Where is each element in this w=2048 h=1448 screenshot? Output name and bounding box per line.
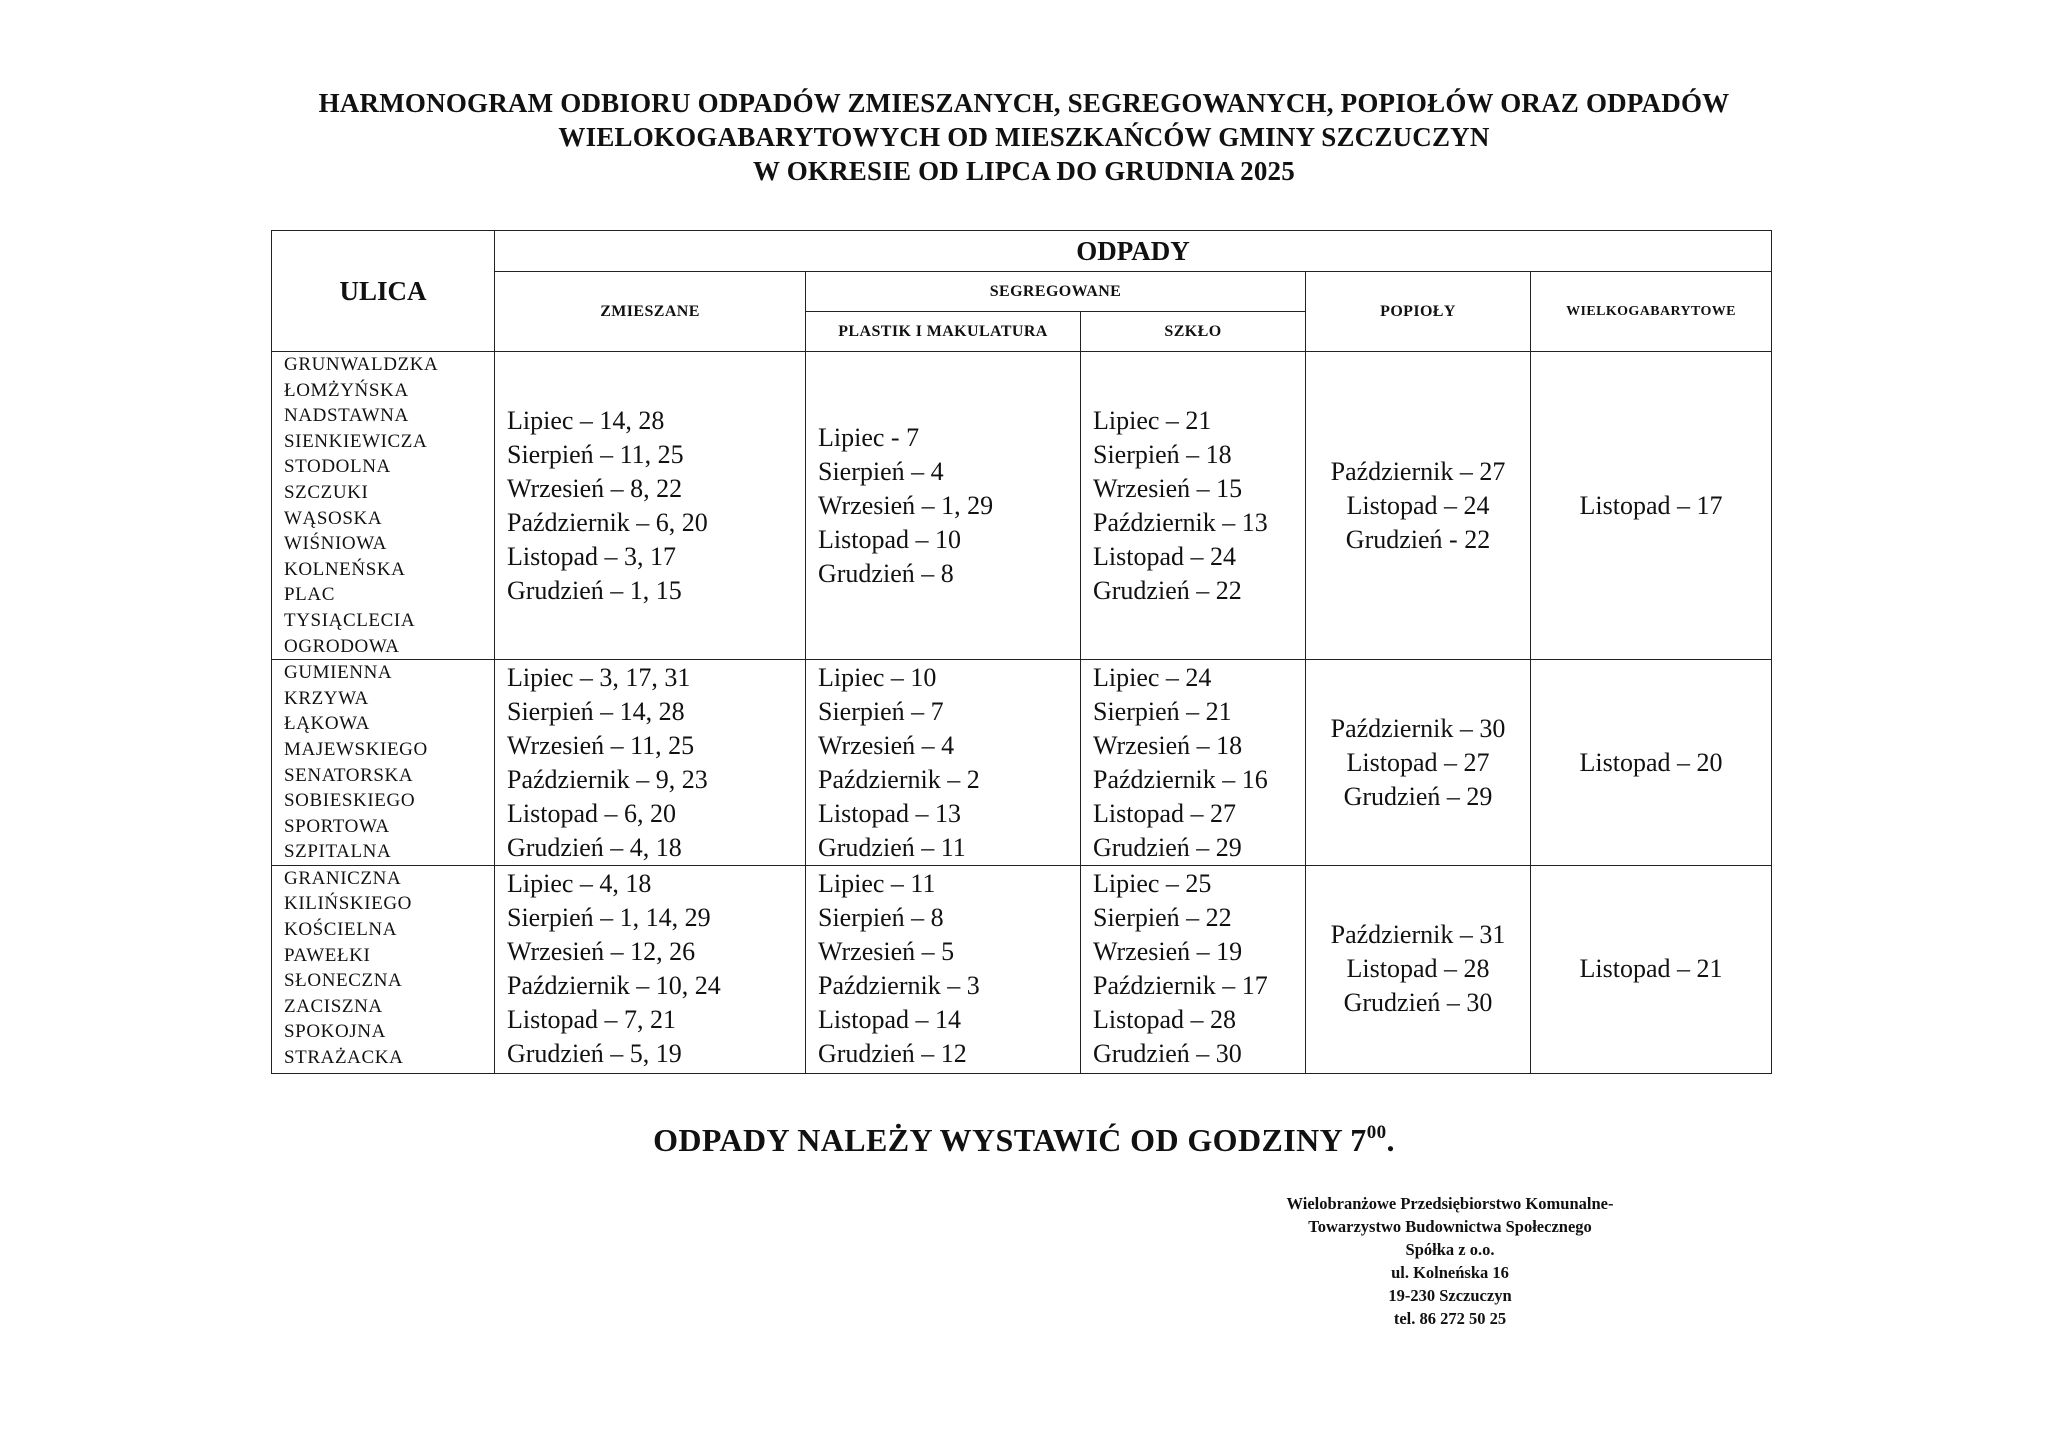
company-line-2: Towarzystwo Budownictwa Społecznego (1308, 1217, 1592, 1236)
zmieszane-date: Wrzesień – 12, 26 (507, 937, 696, 967)
street-name: MAJEWSKIEGO (284, 738, 428, 760)
zmieszane-date: Sierpień – 14, 28 (507, 696, 685, 726)
street-name: ŁOMŻYŃSKA (284, 379, 409, 401)
street-name: SENATORSKA (284, 764, 414, 786)
zmieszane-cell (495, 865, 806, 1073)
plastik-date: Listopad – 14 (818, 1005, 961, 1035)
plastik-date: Sierpień – 4 (818, 456, 944, 486)
street-name: WĄSOSKA (284, 507, 383, 529)
street-name: GUMIENNA (284, 662, 393, 684)
street-name: SPORTOWA (284, 815, 390, 837)
wielkogabarytowe-date: Listopad – 21 (1579, 954, 1723, 984)
street-name: NADSTAWNA (284, 405, 409, 427)
company-line-5: 19-230 Szczuczyn (1388, 1286, 1512, 1305)
zmieszane-cell (495, 660, 806, 866)
zmieszane-date: Październik – 10, 24 (507, 971, 721, 1001)
szklo-date: Sierpień – 22 (1093, 903, 1232, 933)
company-line-3: Spółka z o.o. (1405, 1240, 1495, 1259)
street-name: KILIŃSKIEGO (284, 893, 412, 915)
szklo-cell (1081, 865, 1306, 1073)
street-name: PAWEŁKI (284, 944, 371, 966)
szklo-date: Grudzień – 29 (1093, 832, 1242, 862)
plastik-cell (806, 352, 1081, 660)
plastik-date: Październik – 2 (818, 764, 980, 794)
plastik-date: Lipiec – 11 (818, 869, 936, 899)
popioly-date: Listopad – 28 (1346, 954, 1490, 984)
company-info (1220, 1192, 1680, 1330)
szklo-date: Październik – 13 (1093, 507, 1268, 537)
szklo-date: Lipiec – 21 (1093, 405, 1212, 435)
szklo-date: Grudzień – 22 (1093, 575, 1242, 605)
plastik-cell (806, 865, 1081, 1073)
plastik-date: Wrzesień – 4 (818, 730, 955, 760)
plastik-date: Grudzień – 8 (818, 558, 954, 588)
szklo-date: Lipiec – 25 (1093, 869, 1212, 899)
header-odpady: ODPADY (495, 231, 1772, 272)
plastik-date: Wrzesień – 1, 29 (818, 490, 994, 520)
header-szklo: SZKŁO (1081, 312, 1306, 352)
szklo-cell (1081, 660, 1306, 866)
zmieszane-date: Grudzień – 4, 18 (507, 832, 682, 862)
szklo-date: Wrzesień – 19 (1093, 937, 1243, 967)
street-name: KOLNEŃSKA (284, 558, 406, 580)
header-zmieszane: ZMIESZANE (495, 272, 806, 352)
popioly-cell (1306, 660, 1531, 866)
street-name: PLAC (284, 584, 335, 606)
szklo-date: Listopad – 24 (1093, 541, 1236, 571)
zmieszane-date: Lipiec – 14, 28 (507, 405, 665, 435)
popioly-date: Listopad – 27 (1346, 747, 1490, 777)
street-name: SZCZUKI (284, 481, 369, 503)
table-row (272, 660, 1772, 866)
title-line-1: HARMONOGRAM ODBIORU ODPADÓW ZMIESZANYCH, SEGREGOWANYCH, POPIOŁÓW ORAZ ODPADÓW (318, 88, 1730, 118)
schedule-table (271, 230, 1772, 1074)
zmieszane-date: Listopad – 7, 21 (507, 1005, 676, 1035)
plastik-date: Grudzień – 11 (818, 832, 966, 862)
streets-cell (272, 660, 495, 866)
header-plastik: PLASTIK I MAKULATURA (806, 312, 1081, 352)
szklo-date: Listopad – 27 (1093, 798, 1236, 828)
header-wielkogabarytowe: WIELKOGABARYTOWE (1531, 272, 1772, 352)
header-ulica: ULICA (272, 231, 495, 352)
szklo-date: Sierpień – 18 (1093, 439, 1232, 469)
street-name: ŁĄKOWA (284, 713, 370, 735)
plastik-date: Sierpień – 8 (818, 903, 944, 933)
header-popioly: POPIOŁY (1306, 272, 1531, 352)
zmieszane-date: Wrzesień – 8, 22 (507, 473, 683, 503)
popioly-date: Październik – 27 (1330, 456, 1506, 486)
szklo-date: Listopad – 28 (1093, 1005, 1236, 1035)
zmieszane-date: Lipiec – 4, 18 (507, 869, 652, 899)
company-line-1: Wielobranżowe Przedsiębiorstwo Komunalne- (1286, 1194, 1614, 1213)
street-name: OGRODOWA (284, 635, 400, 657)
plastik-date: Grudzień – 12 (818, 1039, 967, 1069)
schedule-body (272, 352, 1772, 1074)
szklo-date: Sierpień – 21 (1093, 696, 1232, 726)
street-name: SPOKOJNA (284, 1021, 386, 1043)
street-name: TYSIĄCLECIA (284, 609, 416, 631)
street-name: SZPITALNA (284, 841, 392, 863)
szklo-date: Lipiec – 24 (1093, 662, 1212, 692)
plastik-date: Listopad – 10 (818, 524, 961, 554)
pickup-time-note (0, 1122, 2048, 1159)
street-name: SOBIESKIEGO (284, 790, 416, 812)
table-row (272, 865, 1772, 1073)
zmieszane-date: Listopad – 6, 20 (507, 798, 676, 828)
note-superscript: 00 (1366, 1122, 1387, 1143)
popioly-date: Listopad – 24 (1346, 490, 1490, 520)
plastik-date: Lipiec - 7 (818, 422, 920, 452)
streets-cell (272, 865, 495, 1073)
wielkogabarytowe-cell (1531, 660, 1772, 866)
szklo-date: Wrzesień – 18 (1093, 730, 1243, 760)
zmieszane-date: Sierpień – 1, 14, 29 (507, 903, 711, 933)
title-line-3: W OKRESIE OD LIPCA DO GRUDNIA 2025 (753, 156, 1295, 186)
plastik-date: Listopad – 13 (818, 798, 961, 828)
street-name: ZACISZNA (284, 995, 383, 1017)
zmieszane-date: Listopad – 3, 17 (507, 541, 676, 571)
street-name: GRANICZNA (284, 867, 402, 889)
szklo-cell (1081, 352, 1306, 660)
szklo-date: Wrzesień – 15 (1093, 473, 1243, 503)
street-name: STODOLNA (284, 456, 391, 478)
plastik-date: Sierpień – 7 (818, 696, 944, 726)
zmieszane-date: Październik – 6, 20 (507, 507, 708, 537)
street-name: SŁONECZNA (284, 970, 403, 992)
document-title (0, 86, 2048, 188)
szklo-date: Grudzień – 30 (1093, 1039, 1242, 1069)
popioly-cell (1306, 865, 1531, 1073)
popioly-date: Październik – 31 (1330, 920, 1506, 950)
table-row (272, 352, 1772, 660)
plastik-date: Październik – 3 (818, 971, 980, 1001)
street-name: WIŚNIOWA (284, 533, 387, 555)
wielkogabarytowe-cell (1531, 865, 1772, 1073)
zmieszane-date: Sierpień – 11, 25 (507, 439, 684, 469)
wielkogabarytowe-date: Listopad – 20 (1579, 747, 1723, 777)
streets-cell (272, 352, 495, 660)
szklo-date: Październik – 17 (1093, 971, 1268, 1001)
plastik-date: Lipiec – 10 (818, 662, 937, 692)
wielkogabarytowe-date: Listopad – 17 (1579, 490, 1723, 520)
zmieszane-cell (495, 352, 806, 660)
popioly-date: Grudzień - 22 (1345, 524, 1491, 554)
plastik-cell (806, 660, 1081, 866)
header-segregowane: SEGREGOWANE (806, 272, 1306, 312)
company-line-6: tel. 86 272 50 25 (1393, 1309, 1507, 1328)
zmieszane-date: Wrzesień – 11, 25 (507, 730, 695, 760)
street-name: SIENKIEWICZA (284, 430, 428, 452)
plastik-date: Wrzesień – 5 (818, 937, 955, 967)
popioly-date: Grudzień – 30 (1343, 988, 1493, 1018)
szklo-date: Październik – 16 (1093, 764, 1268, 794)
wielkogabarytowe-cell (1531, 352, 1772, 660)
street-name: KOŚCIELNA (284, 919, 398, 941)
zmieszane-date: Grudzień – 5, 19 (507, 1039, 682, 1069)
zmieszane-date: Lipiec – 3, 17, 31 (507, 662, 691, 692)
popioly-date: Październik – 30 (1330, 713, 1506, 743)
company-line-4: ul. Kolneńska 16 (1391, 1263, 1509, 1282)
zmieszane-date: Październik – 9, 23 (507, 764, 708, 794)
street-name: STRAŻACKA (284, 1047, 404, 1069)
title-line-2: WIELOKOGABARYTOWYCH OD MIESZKAŃCÓW GMINY SZCZUCZYN (558, 122, 1490, 152)
popioly-date: Grudzień – 29 (1343, 781, 1493, 811)
note-text: ODPADY NALEŻY WYSTAWIĆ OD GODZINY 7 (653, 1122, 1367, 1158)
note-suffix: . (1386, 1122, 1395, 1158)
street-name: KRZYWA (284, 687, 369, 709)
street-name: GRUNWALDZKA (284, 354, 439, 375)
zmieszane-date: Grudzień – 1, 15 (507, 575, 682, 605)
popioly-cell (1306, 352, 1531, 660)
